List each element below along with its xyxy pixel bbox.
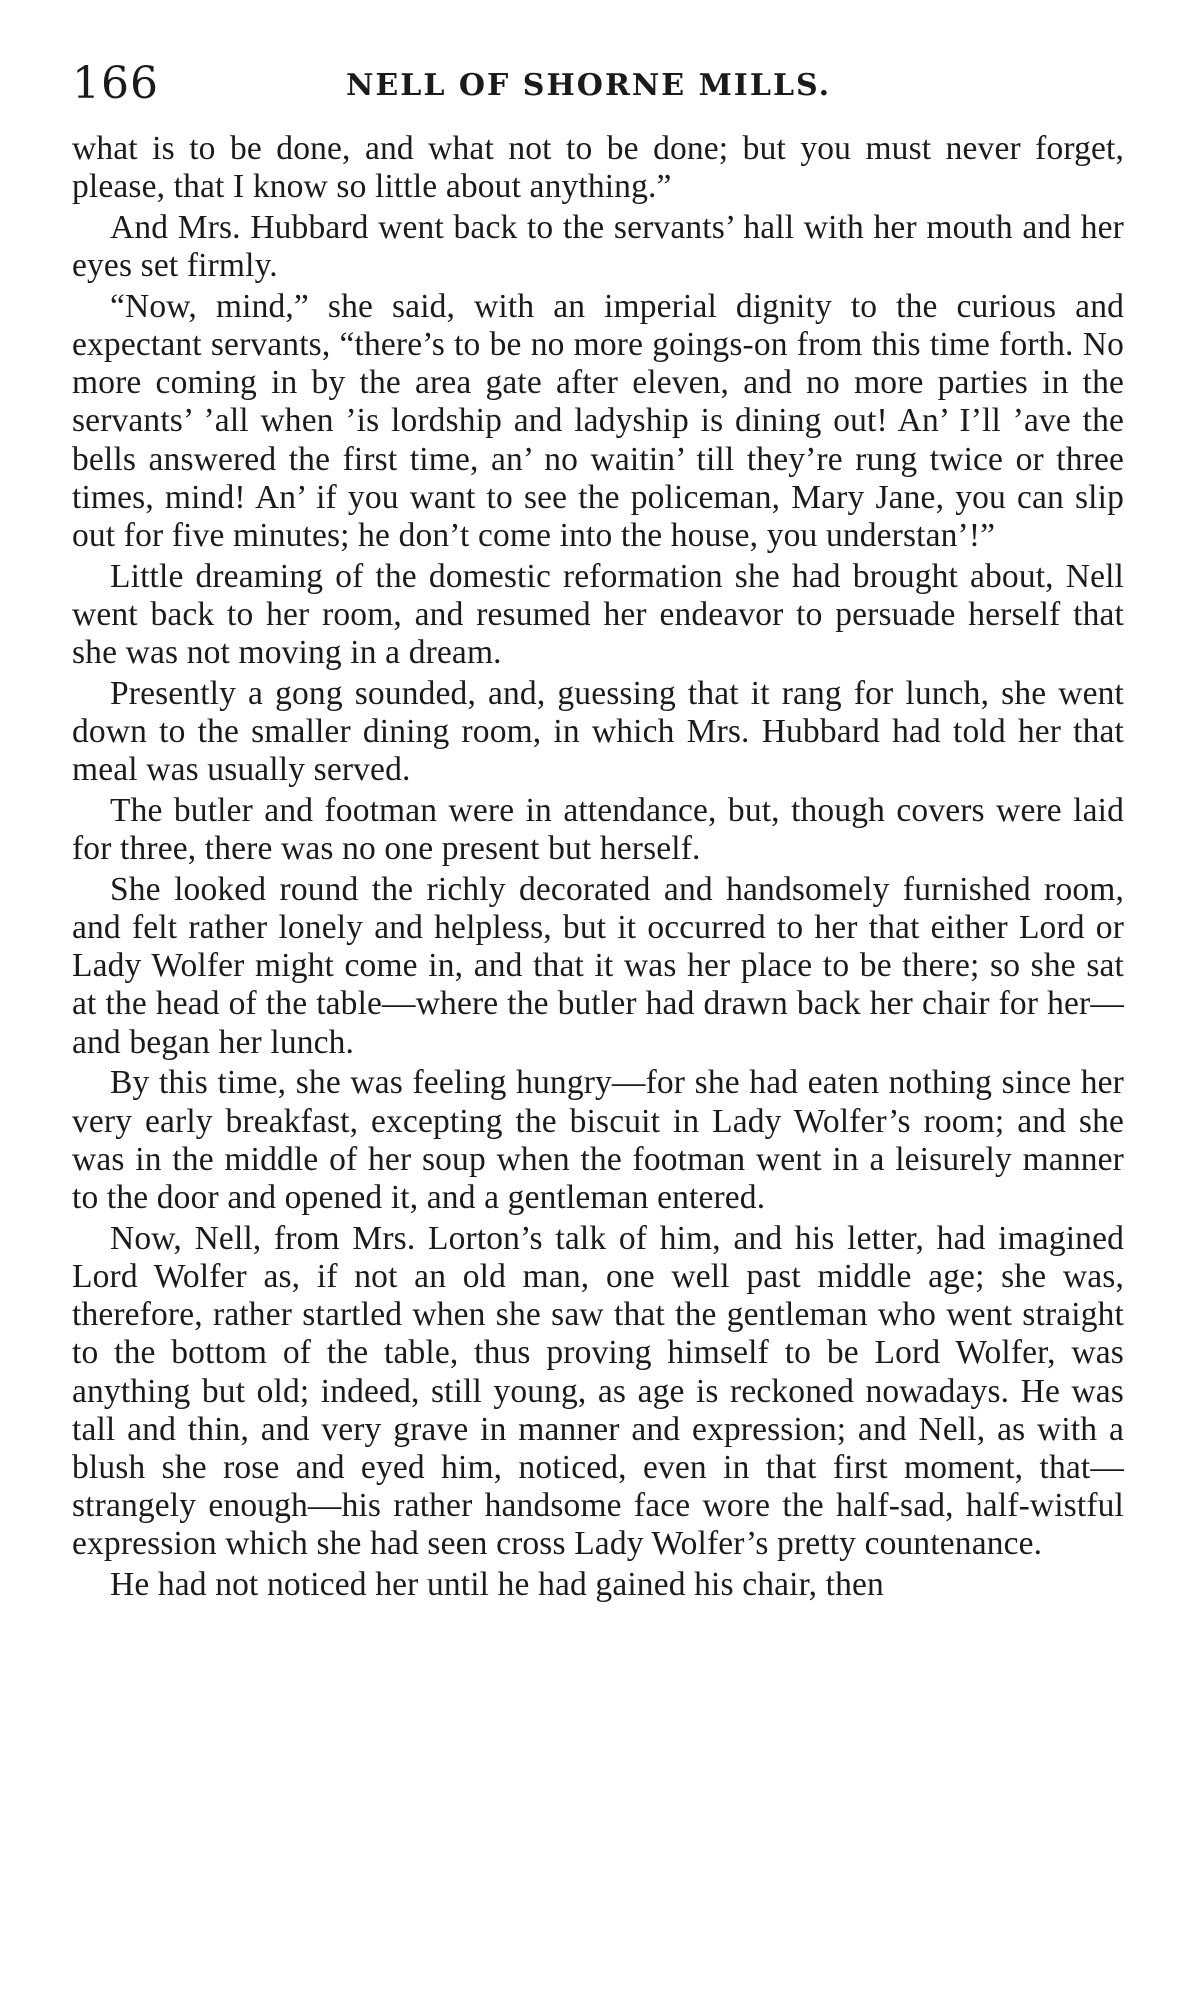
- page-header: [72, 58, 1124, 116]
- paragraph: Presently a gong sounded, and, guessing that it rang for lunch, she went down to the smaller dining room, in which Mrs. Hubbard had told her that meal was usually served.: [72, 674, 1124, 789]
- paragraph: “Now, mind,” she said, with an imperial dignity to the curious and expectant servants, “there’s to be no more goings-on from this time forth. No more coming in by the area gate after eleven, and no more parties in the servants’ ’all when ’is lordship and ladyship is dining out! An’ I’ll ’ave the bells answered the first time, an’ no waitin’ till they’re rung twice or three times, mind! An’ if you want to see the policeman, Mary Jane, you can slip out for five minutes; he don’t come into the house, you understan’!”: [72, 287, 1124, 555]
- paragraph: Now, Nell, from Mrs. Lorton’s talk of him, and his letter, had imagined Lord Wolfer as, if not an old man, one well past middle age; she was, therefore, rather startled when she saw that the gentleman who went straight to the bottom of the table, thus proving himself to be Lord Wolfer, was anything but old; indeed, still young, as age is reckoned nowadays. He was tall and thin, and very grave in manner and expression; and Nell, as with a blush she rose and eyed him, noticed, even in that first moment, that—strangely enough—his rather handsome face wore the half-sad, half-wistful expression which she had seen cross Lady Wolfer’s pretty countenance.: [72, 1219, 1124, 1563]
- paragraph: Little dreaming of the domestic reformation she had brought about, Nell went back to her room, and resumed her endeavor to persuade herself that she was not moving in a dream.: [72, 557, 1124, 672]
- paragraph: The butler and footman were in attendance, but, though covers were laid for three, there was no one present but herself.: [72, 791, 1124, 868]
- page-number: 166: [72, 58, 159, 109]
- paragraph: what is to be done, and what not to be done; but you must never forget, please, that I know so little about anything.”: [72, 130, 1124, 206]
- paragraph: She looked round the richly decorated and handsomely furnished room, and felt rather lonely and helpless, but it occurred to her that either Lord or Lady Wolfer might come in, and that it was her place to be there; so she sat at the head of the table—where the butler had drawn back her chair for her—and began her lunch.: [72, 870, 1124, 1061]
- paragraph: And Mrs. Hubbard went back to the servants’ hall with her mouth and her eyes set firmly.: [72, 208, 1124, 285]
- paragraph: He had not noticed her until he had gained his chair, then: [110, 1566, 884, 1604]
- book-page: [72, 58, 1124, 1607]
- body-text: [72, 130, 1124, 1604]
- running-head: NELL OF SHORNE MILLS.: [346, 68, 832, 103]
- paragraph: By this time, she was feeling hungry—for she had eaten nothing since her very early breakfast, excepting the biscuit in Lady Wolfer’s room; and she was in the middle of her soup when the footman went in a leisurely manner to the door and opened it, and a gentleman entered.: [72, 1064, 1124, 1216]
